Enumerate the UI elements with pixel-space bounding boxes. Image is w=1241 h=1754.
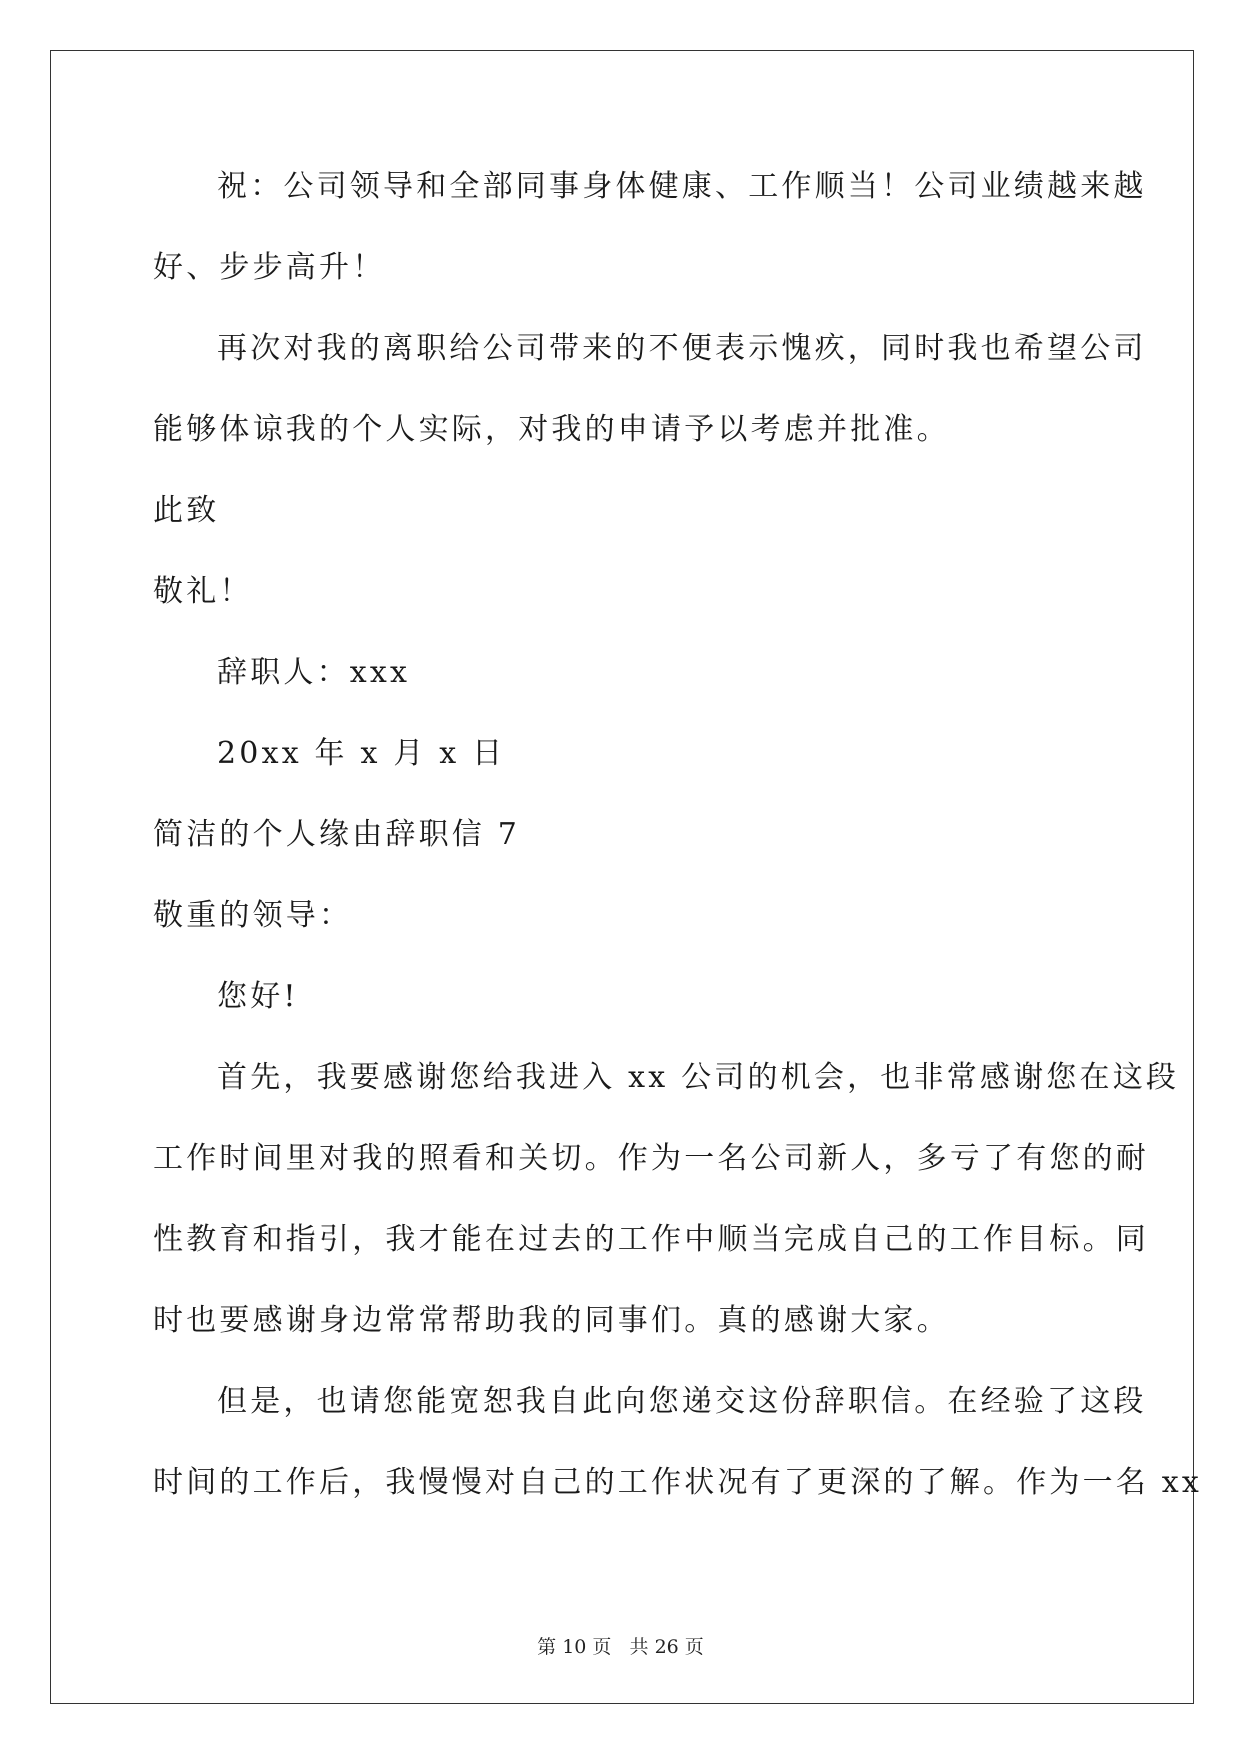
text-line: 再次对我的离职给公司带来的不便表示愧疚，同时我也希望公司 xyxy=(217,331,1147,366)
text-line: 能够体谅我的个人实际，对我的申请予以考虑并批准。 xyxy=(153,412,950,447)
signature-name: 辞职人：xxx xyxy=(217,655,411,690)
salutation-regards: 敬礼！ xyxy=(153,574,253,609)
text-line: 好、步步高升！ xyxy=(153,250,386,285)
page-number: 第 10 页 共 26 页 xyxy=(537,1636,704,1658)
text-line: 工作时间里对我的照看和关切。作为一名公司新人，多亏了有您的耐 xyxy=(153,1141,1149,1176)
text-line: 但是，也请您能宽恕我自此向您递交这份辞职信。在经验了这段 xyxy=(217,1384,1147,1419)
document-body xyxy=(153,160,1202,1537)
text-line: 祝：公司领导和全部同事身体健康、工作顺当！公司业绩越来越 xyxy=(217,169,1147,204)
salutation-closing: 此致 xyxy=(153,493,220,528)
text-line: 时也要感谢身边常常帮助我的同事们。真的感谢大家。 xyxy=(153,1303,950,1338)
text-line: 时间的工作后，我慢慢对自己的工作状况有了更深的了解。作为一名 xx xyxy=(153,1465,1202,1500)
section-title: 简洁的个人缘由辞职信 7 xyxy=(153,817,521,852)
greeting-recipient: 敬重的领导： xyxy=(153,898,353,933)
signature-date: 20xx 年 x 月 x 日 xyxy=(217,736,506,771)
greeting: 您好! xyxy=(217,979,299,1014)
text-line: 性教育和指引，我才能在过去的工作中顺当完成自己的工作目标。同 xyxy=(153,1222,1149,1257)
text-line: 首先，我要感谢您给我进入 xx 公司的机会，也非常感谢您在这段 xyxy=(217,1060,1180,1095)
